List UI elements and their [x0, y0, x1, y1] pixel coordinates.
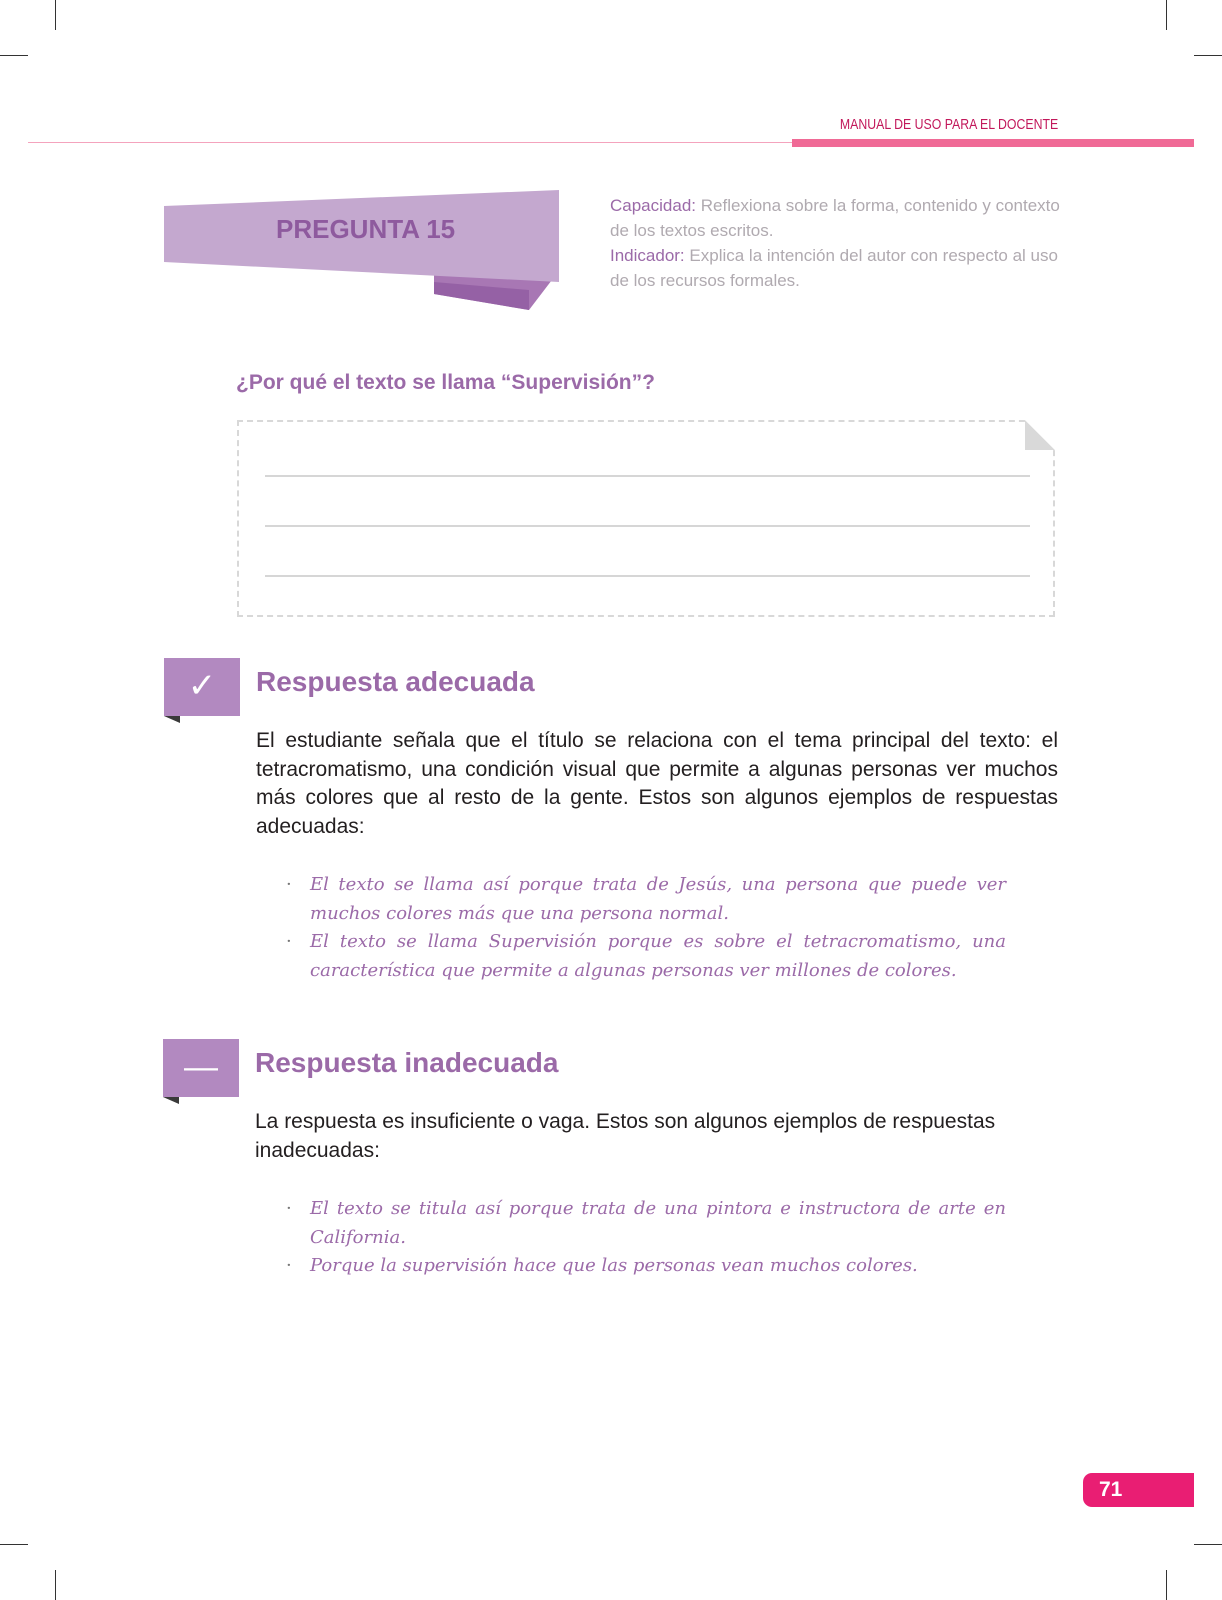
tag-fold: [164, 716, 180, 723]
crop-mark: [55, 0, 56, 30]
crop-mark: [0, 55, 28, 56]
inadequate-body: La respuesta es insuficiente o vaga. Estos son algunos ejemplos de respuestas inadecuadas:: [255, 1110, 996, 1162]
list-item: · El texto se titula así porque trata de una pintora e instructora de arte en California.: [286, 1198, 1006, 1248]
adequate-body: El estudiante señala que el título se relaciona con el tema principal del texto: el tetracromatismo, una condición visual que permite a algunas personas ver muchos más colores que al resto de la gente. Estos son algunos ejemplos de respuestas adecuadas:: [256, 729, 1058, 838]
list-item: · El texto se llama así porque trata de Jesús, una persona que puede ver muchos colores más que una persona normal.: [286, 874, 1006, 924]
inadequate-title: Respuesta inadecuada: [255, 1047, 559, 1078]
question-text: ¿Por qué el texto se llama “Supervisión”?: [236, 371, 655, 394]
indicador-text: Explica la intención del autor con respecto al uso de los recursos formales.: [610, 246, 1058, 290]
inadequate-examples: [286, 1195, 1006, 1281]
page-number: 71: [1083, 1473, 1194, 1507]
adequate-title: Respuesta adecuada: [256, 666, 535, 697]
dash-icon: —: [163, 1039, 239, 1097]
capacidad-label: Capacidad:: [610, 196, 697, 215]
question-meta: [610, 193, 1060, 293]
list-item: · Porque la supervisión hace que las personas vean muchos colores.: [286, 1255, 918, 1276]
question-number: PREGUNTA 15: [276, 214, 456, 244]
running-header: MANUAL DE USO PARA EL DOCENTE: [839, 116, 1058, 133]
adequate-examples: [286, 871, 1006, 985]
crop-mark: [1194, 1544, 1222, 1545]
header-accent-bar: [792, 139, 1194, 147]
crop-mark: [55, 1570, 56, 1600]
crop-mark: [1166, 0, 1167, 30]
capacidad-text: Reflexiona sobre la forma, contenido y contexto de los textos escritos.: [610, 196, 1060, 240]
check-icon: ✓: [164, 658, 240, 716]
answer-line: [265, 475, 1030, 477]
answer-line: [265, 525, 1030, 527]
question-banner: [164, 190, 564, 312]
list-item: · El texto se llama Supervisión porque es sobre el tetracromatismo, una característica que permite a algunas personas ver millones de colores.: [286, 931, 1006, 981]
crop-mark: [0, 1544, 28, 1545]
crop-mark: [1166, 1570, 1167, 1600]
page-fold-icon: [1025, 420, 1055, 450]
answer-box[interactable]: [237, 420, 1055, 617]
answer-line: [265, 575, 1030, 577]
tag-fold: [163, 1097, 179, 1104]
crop-mark: [1194, 55, 1222, 56]
indicador-label: Indicador:: [610, 246, 685, 265]
